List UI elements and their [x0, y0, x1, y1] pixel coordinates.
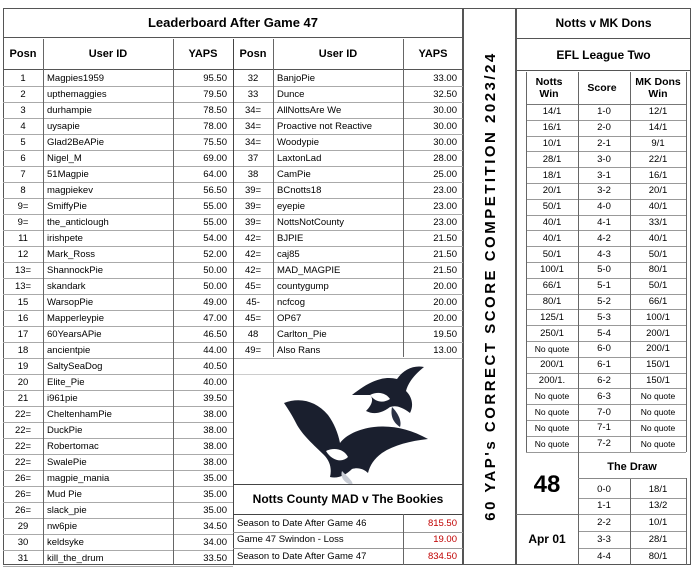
bookies-value: 19.00 — [433, 534, 457, 546]
odds-notts-win: 20/1 — [542, 185, 562, 197]
odds-mk-win: 22/1 — [648, 153, 668, 165]
leaderboard-user-id: Mud Pie — [47, 488, 82, 500]
leaderboard-user-id: ancientpie — [47, 344, 91, 356]
leaderboard-yaps: 23.00 — [433, 216, 457, 228]
bookies-label: Season to Date After Game 47 — [237, 550, 367, 562]
col-header-user-right: User ID — [318, 48, 358, 60]
leaderboard-user-id: i961pie — [47, 392, 78, 404]
leaderboard-posn: 34= — [244, 136, 262, 148]
leaderboard-user-id: WarsopPie — [47, 296, 94, 308]
odds-notts-win: 100/1 — [540, 264, 564, 276]
leaderboard-yaps: 20.00 — [433, 312, 457, 324]
leaderboard-posn: 42= — [244, 264, 262, 276]
leaderboard-yaps: 38.00 — [203, 408, 227, 420]
leaderboard-user-id: Mark_Ross — [47, 248, 96, 260]
magpie-birds-icon — [282, 360, 432, 485]
leaderboard-yaps: 40.50 — [203, 360, 227, 372]
leaderboard-yaps: 20.00 — [433, 280, 457, 292]
odds-mk-win: 12/1 — [648, 106, 668, 118]
leaderboard-user-id: the_anticlough — [47, 216, 109, 228]
leaderboard-user-id: 51Magpie — [47, 168, 89, 180]
leaderboard-yaps: 49.00 — [203, 296, 227, 308]
bookies-title: Notts County MAD v The Bookies — [252, 492, 444, 506]
leaderboard-yaps: 30.00 — [433, 120, 457, 132]
leaderboard-yaps: 13.00 — [433, 344, 457, 356]
leaderboard-yaps: 47.00 — [203, 312, 227, 324]
leaderboard-posn: 18 — [17, 344, 29, 356]
odds-notts-win: 200/1. — [538, 374, 566, 386]
col-header-posn-right: Posn — [239, 48, 267, 60]
leaderboard-posn: 20 — [17, 376, 29, 388]
leaderboard-user-id: durhampie — [47, 104, 92, 116]
leaderboard-user-id: eyepie — [277, 200, 305, 212]
leaderboard-posn: 39= — [244, 184, 262, 196]
odds-mk-win: 33/1 — [648, 216, 668, 228]
odds-notts-win: 14/1 — [542, 106, 562, 118]
odds-notts-win: 50/1 — [542, 201, 562, 213]
leaderboard-yaps: 30.00 — [433, 136, 457, 148]
leaderboard-yaps: 30.00 — [433, 104, 457, 116]
leaderboard-yaps: 44.00 — [203, 344, 227, 356]
leaderboard-user-id: countygump — [277, 280, 329, 292]
draw-odds: 18/1 — [648, 483, 668, 495]
odds-score: 3-2 — [597, 185, 611, 197]
leaderboard-yaps: 56.50 — [203, 184, 227, 196]
odds-score: 4-2 — [597, 232, 611, 244]
leaderboard-posn: 32 — [247, 72, 259, 84]
odds-mk-win: 50/1 — [648, 280, 668, 292]
leaderboard-user-id: CheltenhamPie — [47, 408, 112, 420]
odds-notts-win: 125/1 — [540, 311, 564, 323]
leaderboard-user-id: Magpies1959 — [47, 72, 105, 84]
leaderboard-posn: 39= — [244, 200, 262, 212]
odds-score: 7-0 — [597, 406, 611, 418]
odds-score: 7-1 — [597, 422, 611, 434]
leaderboard-posn: 7 — [20, 168, 26, 180]
odds-mk-win: No quote — [640, 422, 676, 433]
leaderboard-posn: 21 — [17, 392, 29, 404]
odds-mk-win: No quote — [640, 438, 676, 449]
odds-notts-win: No quote — [534, 343, 570, 354]
leaderboard-user-id: DuckPie — [47, 424, 83, 436]
leaderboard-user-id: Dunce — [277, 88, 305, 100]
leaderboard-user-id: upthemaggies — [47, 88, 107, 100]
leaderboard-user-id: uysapie — [47, 120, 80, 132]
leaderboard-user-id: Proactive not Reactive — [277, 120, 373, 132]
leaderboard-posn: 16 — [17, 312, 29, 324]
leaderboard-user-id: Also Rans — [277, 344, 321, 356]
odds-mk-win: 150/1 — [646, 359, 670, 371]
odds-notts-win: 66/1 — [542, 280, 562, 292]
leaderboard-user-id: ShannockPie — [47, 264, 103, 276]
odds-mk-win: 100/1 — [646, 311, 670, 323]
leaderboard-title: Leaderboard After Game 47 — [147, 15, 319, 30]
leaderboard-user-id: caj85 — [277, 248, 300, 260]
odds-score: 7-2 — [597, 438, 611, 450]
leaderboard-user-id: ncfcog — [277, 296, 305, 308]
leaderboard-posn: 2 — [20, 88, 26, 100]
leaderboard-yaps: 78.00 — [203, 120, 227, 132]
odds-notts-win: 40/1 — [542, 232, 562, 244]
leaderboard-posn: 5 — [20, 136, 26, 148]
odds-score: 6-2 — [597, 374, 611, 386]
leaderboard-posn: 19 — [17, 360, 29, 372]
odds-mk-win: 9/1 — [651, 137, 665, 149]
odds-notts-win: 50/1 — [542, 248, 562, 260]
leaderboard-posn: 1 — [20, 72, 26, 84]
leaderboard-yaps: 38.00 — [203, 456, 227, 468]
draw-odds: 80/1 — [648, 550, 668, 562]
leaderboard-user-id: Mapperleypie — [47, 312, 105, 324]
leaderboard-user-id: Elite_Pie — [47, 376, 85, 388]
leaderboard-posn: 45- — [246, 296, 260, 308]
leaderboard-yaps: 20.00 — [433, 296, 457, 308]
odds-header-mk: MK Dons Win — [635, 76, 681, 100]
odds-score: 5-4 — [597, 327, 611, 339]
odds-mk-win: 150/1 — [646, 374, 670, 386]
leaderboard-yaps: 25.00 — [433, 168, 457, 180]
odds-mk-win: 80/1 — [648, 264, 668, 276]
odds-notts-win: 80/1 — [542, 295, 562, 307]
draw-score: 2-2 — [597, 517, 611, 529]
leaderboard-posn: 34= — [244, 104, 262, 116]
odds-header-score: Score — [587, 82, 617, 94]
odds-mk-win: 40/1 — [648, 232, 668, 244]
col-header-yaps-right: YAPS — [418, 48, 448, 60]
leaderboard-posn: 6 — [20, 152, 26, 164]
odds-score: 4-3 — [597, 248, 611, 260]
leaderboard-yaps: 35.00 — [203, 504, 227, 516]
leaderboard-yaps: 54.00 — [203, 232, 227, 244]
odds-mk-win: No quote — [640, 391, 676, 402]
leaderboard-posn: 22= — [14, 424, 32, 436]
odds-mk-win: 40/1 — [648, 201, 668, 213]
leaderboard-yaps: 50.00 — [203, 280, 227, 292]
bookies-value: 815.50 — [427, 517, 457, 529]
leaderboard-yaps: 38.00 — [203, 424, 227, 436]
odds-score: 5-0 — [597, 264, 611, 276]
leaderboard-user-id: OP67 — [277, 312, 302, 324]
game-number: 48 — [533, 471, 561, 498]
leaderboard-posn: 9= — [17, 200, 29, 212]
odds-score: 4-0 — [597, 201, 611, 213]
leaderboard-user-id: slack_pie — [47, 504, 87, 516]
leaderboard-yaps: 55.00 — [203, 200, 227, 212]
odds-notts-win: No quote — [534, 438, 570, 449]
odds-score: 2-0 — [597, 122, 611, 134]
leaderboard-yaps: 52.00 — [203, 248, 227, 260]
leaderboard-posn: 9= — [17, 216, 29, 228]
leaderboard-user-id: 60YearsAPie — [47, 328, 102, 340]
leaderboard-posn: 8 — [20, 184, 26, 196]
leaderboard-user-id: AllNottsAre We — [277, 104, 342, 116]
odds-notts-win: 40/1 — [542, 216, 562, 228]
odds-score: 3-0 — [597, 153, 611, 165]
leaderboard-posn: 3 — [20, 104, 26, 116]
leaderboard-posn: 45= — [244, 312, 262, 324]
leaderboard-posn: 42= — [244, 248, 262, 260]
odds-mk-win: 200/1 — [646, 327, 670, 339]
leaderboard-yaps: 32.50 — [433, 88, 457, 100]
col-header-user-left: User ID — [88, 48, 128, 60]
leaderboard-posn: 13= — [14, 264, 32, 276]
leaderboard-user-id: irishpete — [47, 232, 83, 244]
odds-notts-win: 250/1 — [540, 327, 564, 339]
leaderboard-user-id: LaxtonLad — [277, 152, 322, 164]
leaderboard-posn: 49= — [244, 344, 262, 356]
leaderboard-user-id: magpiekev — [47, 184, 93, 196]
leaderboard-yaps: 34.00 — [203, 536, 227, 548]
odds-notts-win: 200/1 — [540, 359, 564, 371]
leaderboard-user-id: BJPIE — [277, 232, 304, 244]
leaderboard-yaps: 40.00 — [203, 376, 227, 388]
leaderboard-user-id: MAD_MAGPIE — [277, 264, 341, 276]
odds-score: 1-0 — [597, 106, 611, 118]
odds-mk-win: 14/1 — [648, 122, 668, 134]
leaderboard-yaps: 78.50 — [203, 104, 227, 116]
leaderboard-posn: 29 — [17, 520, 29, 532]
leaderboard-yaps: 75.50 — [203, 136, 227, 148]
odds-mk-win: No quote — [640, 407, 676, 418]
leaderboard-posn: 15 — [17, 296, 29, 308]
col-header-posn-left: Posn — [9, 48, 37, 60]
leaderboard-yaps: 28.00 — [433, 152, 457, 164]
leaderboard-posn: 42= — [244, 232, 262, 244]
draw-odds: 10/1 — [648, 517, 668, 529]
leaderboard-yaps: 64.00 — [203, 168, 227, 180]
leaderboard-user-id: SmiffyPie — [47, 200, 87, 212]
leaderboard-user-id: CamPie — [277, 168, 311, 180]
leaderboard-posn: 33 — [247, 88, 259, 100]
draw-score: 4-4 — [597, 550, 611, 562]
leaderboard-yaps: 21.50 — [433, 232, 457, 244]
odds-mk-win: 50/1 — [648, 248, 668, 260]
leaderboard-yaps: 33.00 — [433, 72, 457, 84]
odds-notts-win: No quote — [534, 407, 570, 418]
leaderboard-user-id: BCnotts18 — [277, 184, 322, 196]
draw-score: 3-3 — [597, 533, 611, 545]
odds-score: 5-3 — [597, 311, 611, 323]
leaderboard-user-id: Woodypie — [277, 136, 320, 148]
odds-score: 5-2 — [597, 295, 611, 307]
leaderboard-user-id: SwalePie — [47, 456, 87, 468]
odds-score: 6-0 — [597, 343, 611, 355]
odds-notts-win: 18/1 — [542, 169, 562, 181]
leaderboard-posn: 45= — [244, 280, 262, 292]
match-title: Notts v MK Dons — [555, 16, 652, 30]
leaderboard-posn: 12 — [17, 248, 29, 260]
odds-notts-win: 28/1 — [542, 153, 562, 165]
leaderboard-yaps: 35.00 — [203, 472, 227, 484]
odds-notts-win: 16/1 — [542, 122, 562, 134]
draw-odds: 13/2 — [648, 500, 668, 512]
bookies-label: Season to Date After Game 46 — [237, 517, 367, 529]
leaderboard-posn: 31 — [17, 552, 29, 564]
odds-mk-win: 200/1 — [646, 343, 670, 355]
leaderboard-posn: 34= — [244, 120, 262, 132]
leaderboard-posn: 22= — [14, 456, 32, 468]
leaderboard-posn: 26= — [14, 504, 32, 516]
leaderboard-user-id: SaltySeaDog — [47, 360, 103, 372]
leaderboard-user-id: Glad2BeAPie — [47, 136, 105, 148]
leaderboard-posn: 37 — [247, 152, 259, 164]
odds-score: 5-1 — [597, 280, 611, 292]
odds-score: 6-3 — [597, 390, 611, 402]
leaderboard-yaps: 33.50 — [203, 552, 227, 564]
bookies-value: 834.50 — [427, 550, 457, 562]
leaderboard-posn: 11 — [18, 232, 28, 244]
bookies-label: Game 47 Swindon - Loss — [237, 534, 344, 546]
leaderboard-posn: 22= — [14, 440, 32, 452]
odds-score: 6-1 — [597, 359, 611, 371]
leaderboard-user-id: NottsNotCounty — [277, 216, 345, 228]
odds-mk-win: 20/1 — [648, 185, 668, 197]
leaderboard-posn: 17 — [17, 328, 29, 340]
odds-header-notts: Notts Win — [535, 76, 563, 100]
odds-notts-win: No quote — [534, 422, 570, 433]
leaderboard-yaps: 23.00 — [433, 200, 457, 212]
competition-title: 60 YAP's CORRECT SCORE COMPETITION 2023/24 — [481, 51, 499, 521]
odds-mk-win: 16/1 — [648, 169, 668, 181]
odds-notts-win: 10/1 — [542, 137, 562, 149]
leaderboard-yaps: 95.50 — [203, 72, 227, 84]
leaderboard-yaps: 23.00 — [433, 184, 457, 196]
leaderboard-yaps: 19.50 — [433, 328, 457, 340]
draw-score: 0-0 — [597, 483, 611, 495]
leaderboard-yaps: 35.00 — [203, 488, 227, 500]
leaderboard-user-id: skandark — [47, 280, 86, 292]
leaderboard-user-id: Nigel_M — [47, 152, 82, 164]
leaderboard-posn: 30 — [17, 536, 29, 548]
col-header-yaps-left: YAPS — [188, 48, 218, 60]
leaderboard-yaps: 69.00 — [203, 152, 227, 164]
leaderboard-posn: 26= — [14, 472, 32, 484]
leaderboard-user-id: magpie_mania — [47, 472, 110, 484]
leaderboard-posn: 26= — [14, 488, 32, 500]
leaderboard-yaps: 34.50 — [203, 520, 227, 532]
league-name: EFL League Two — [556, 48, 651, 62]
draw-odds: 28/1 — [648, 533, 668, 545]
leaderboard-posn: 48 — [247, 328, 259, 340]
leaderboard-yaps: 46.50 — [203, 328, 227, 340]
leaderboard-yaps: 50.00 — [203, 264, 227, 276]
match-date: Apr 01 — [528, 532, 566, 546]
leaderboard-yaps: 39.50 — [203, 392, 227, 404]
leaderboard-user-id: nw6pie — [47, 520, 78, 532]
odds-mk-win: 66/1 — [648, 295, 668, 307]
leaderboard-yaps: 21.50 — [433, 264, 457, 276]
leaderboard-yaps: 21.50 — [433, 248, 457, 260]
leaderboard-yaps: 55.00 — [203, 216, 227, 228]
odds-score: 3-1 — [597, 169, 611, 181]
leaderboard-yaps: 38.00 — [203, 440, 227, 452]
leaderboard-user-id: kill_the_drum — [47, 552, 104, 564]
leaderboard-yaps: 79.50 — [203, 88, 227, 100]
odds-score: 2-1 — [597, 137, 611, 149]
leaderboard-user-id: Carlton_Pie — [277, 328, 327, 340]
leaderboard-user-id: BanjoPie — [277, 72, 316, 84]
leaderboard-posn: 4 — [20, 120, 26, 132]
odds-notts-win: No quote — [534, 391, 570, 402]
draw-score: 1-1 — [597, 500, 611, 512]
leaderboard-user-id: Robertomac — [47, 440, 99, 452]
odds-score: 4-1 — [597, 216, 611, 228]
draw-title: The Draw — [607, 461, 657, 473]
leaderboard-posn: 13= — [14, 280, 32, 292]
leaderboard-posn: 39= — [244, 216, 262, 228]
leaderboard-posn: 38 — [247, 168, 259, 180]
leaderboard-posn: 22= — [14, 408, 32, 420]
leaderboard-user-id: keldsyke — [47, 536, 84, 548]
